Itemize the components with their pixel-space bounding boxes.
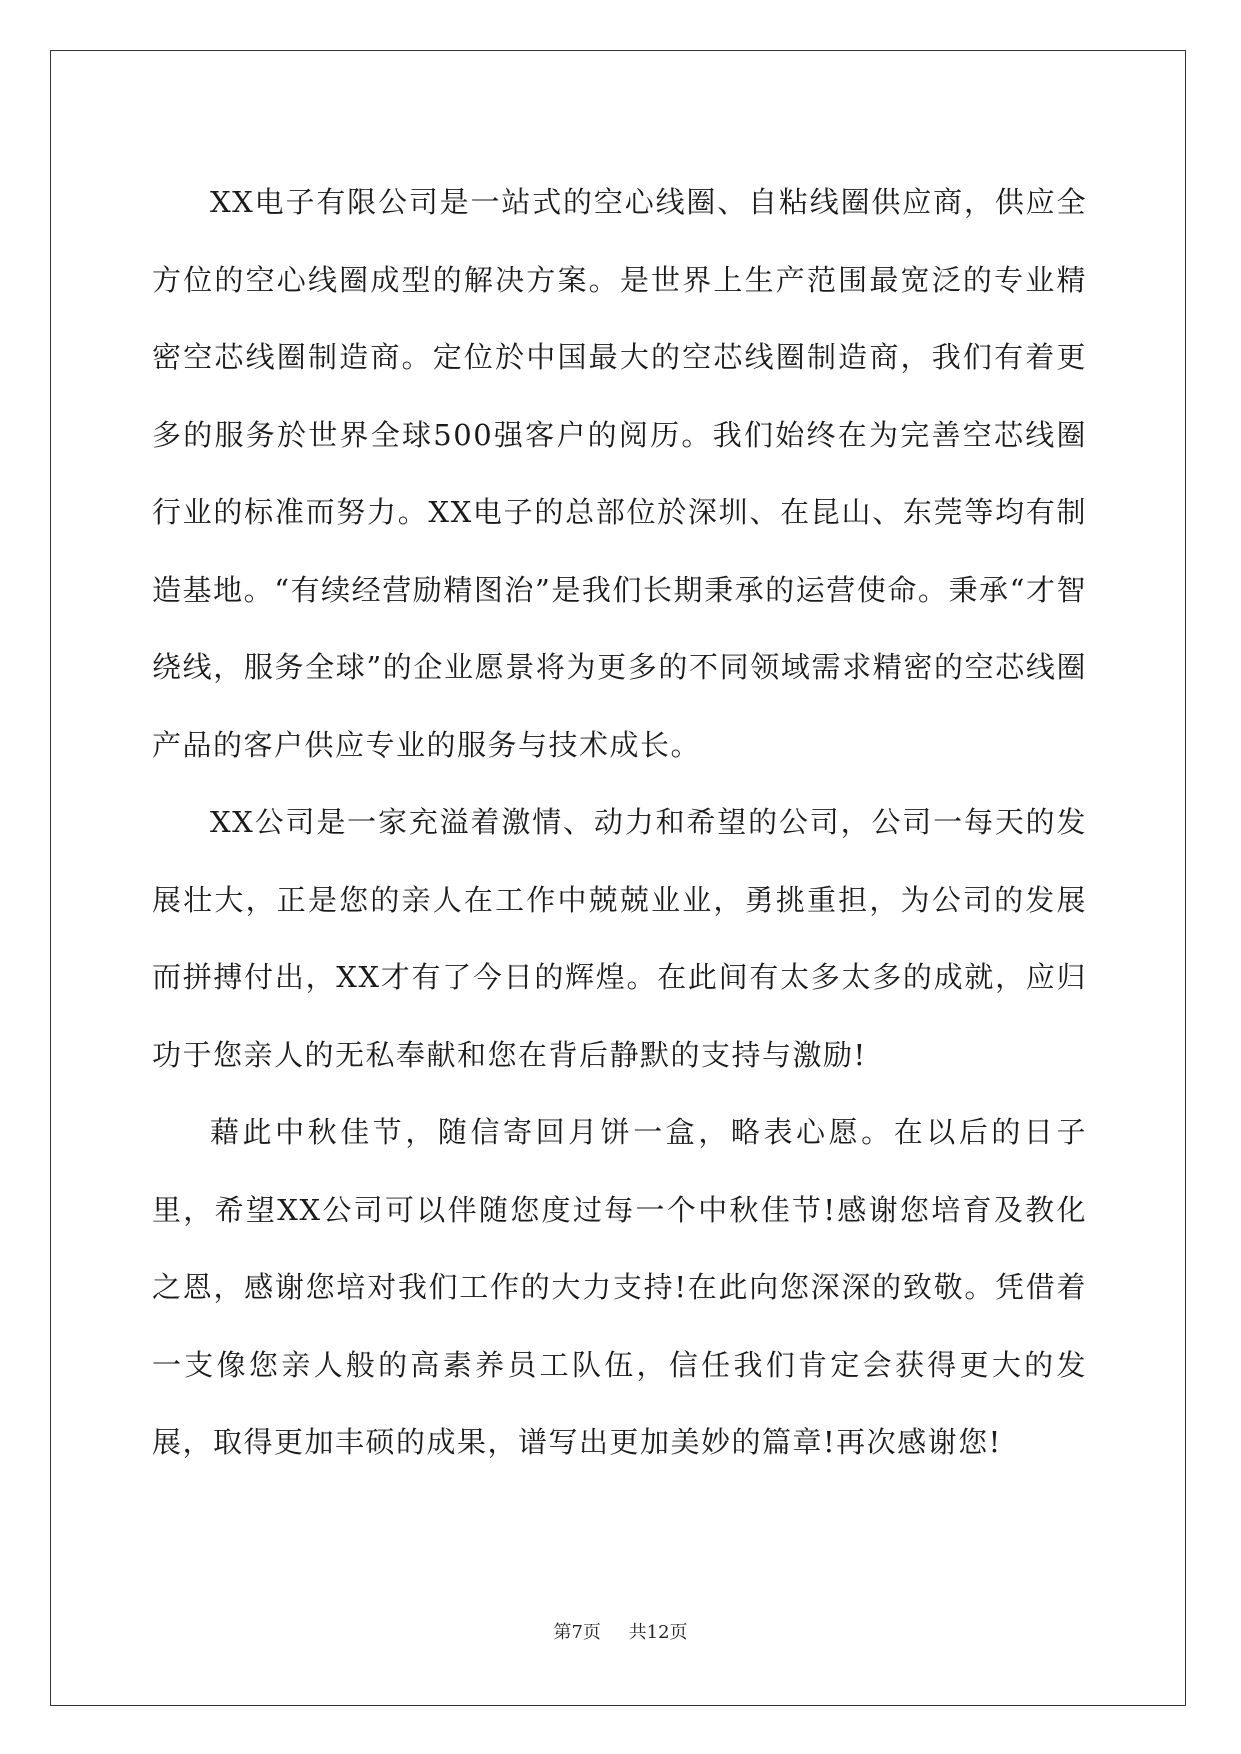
paragraph-company-thanks: XX公司是一家充溢着激情、动力和希望的公司，公司一每天的发展壮大，正是您的亲人在工作中兢兢业业，勇挑重担，为公司的发展而拼搏付出，XX才有了今日的辉煌。在此间有太多太多的成就，应归功于您亲人的无私奉献和您在背后静默的支持与激励! (152, 805, 1087, 1072)
page-number-current: 第7页 (553, 1622, 601, 1643)
page-number-total: 共12页 (628, 1622, 688, 1643)
document-body (152, 164, 1087, 1482)
page-footer (0, 1618, 1241, 1644)
paragraph-mid-autumn-greeting: 藉此中秋佳节，随信寄回月饼一盒，略表心愿。在以后的日子里，希望XX公司可以伴随您度过每一个中秋佳节!感谢您培育及教化之恩，感谢您培对我们工作的大力支持!在此向您深深的致敬。凭借着一支像您亲人般的高素养员工队伍，信任我们肯定会获得更大的发展，取得更加丰硕的成果，谱写出更加美妙的篇章!再次感谢您! (152, 1115, 1087, 1459)
paragraph-company-intro: XX电子有限公司是一站式的空心线圈、自粘线圈供应商，供应全方位的空心线圈成型的解决方案。是世界上生产范围最宽泛的专业精密空芯线圈制造商。定位於中国最大的空芯线圈制造商，我们有着更多的服务於世界全球500强客户的阅历。我们始终在为完善空芯线圈行业的标准而努力。XX电子的总部位於深圳、在昆山、东莞等均有制造基地。“有续经营励精图治”是我们长期秉承的运营使命。秉承“才智绕线，服务全球”的企业愿景将为更多的不同领域需求精密的空芯线圈产品的客户供应专业的服务与技术成长。 (152, 185, 1087, 762)
